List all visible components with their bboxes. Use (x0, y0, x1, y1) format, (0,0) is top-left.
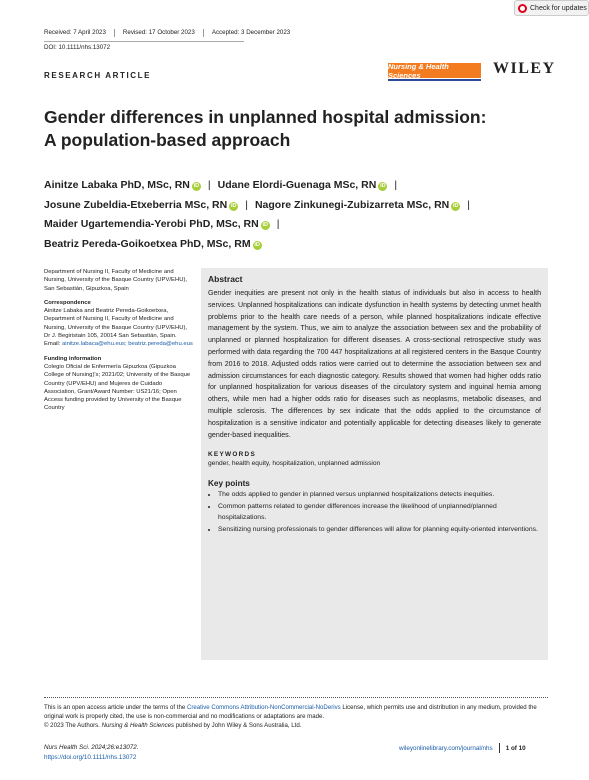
keywords: gender, health equity, hospitalization, unplanned admission (208, 460, 381, 468)
header-rule (44, 41, 244, 42)
list-item: • The odds applied to gender in planned versus unplanned hospitalizations detects inequities. (218, 490, 541, 501)
list-item: • Common patterns related to gender differences increase the likelihood of unplanned/planned hospitalizations. (218, 502, 541, 524)
divider (499, 743, 500, 753)
footer-right (399, 743, 526, 753)
article-dates (44, 29, 290, 37)
check-for-updates-label: Check for updates (530, 4, 587, 12)
doi: DOI: 10.1111/nhs.13072 (44, 44, 111, 51)
journal-logo-bar (388, 79, 481, 81)
journal-logo-text: Nursing & Health Sciences (388, 61, 449, 80)
author-name[interactable]: Josune Zubeldia-Etxeberria MSc, RN (44, 198, 228, 211)
received-date: Received: 7 April 2023 (44, 29, 106, 36)
publisher-logo: WILEY (493, 60, 556, 77)
author-name[interactable]: Ainitze Labaka PhD, MSc, RN (44, 179, 190, 191)
key-points-heading: Key points (208, 479, 250, 489)
author-name[interactable]: Udane Elordi-Guenaga MSc, RN (217, 179, 377, 191)
orcid-icon[interactable]: iD (254, 241, 260, 248)
email-label: Email: (44, 341, 63, 348)
correspondence-text: Ainitze Labaka and Beatriz Pereda-Goikoetxea, Department of Nursing II, Faculty of Medicine and Nursing, University of the Basque Country (UPV/EHU), Dr J. Begiristain 105, 20014 San Sebastián, Spain. (44, 308, 188, 340)
abstract-heading: Abstract (208, 274, 243, 284)
article-type: RESEARCH ARTICLE (44, 71, 152, 80)
license-link[interactable]: Creative Commons Attribution-NonCommercial-NoDerivs (186, 704, 341, 711)
abstract-box (201, 268, 548, 660)
list-item: • Sensitizing nursing professionals to gender differences will allow for planning equity-oriented interventions. (218, 525, 541, 536)
divider (114, 29, 115, 37)
keywords-heading: KEYWORDS (208, 451, 257, 459)
article-info-sidebar (44, 268, 194, 419)
divider: | (276, 218, 280, 230)
footer-divider (44, 697, 548, 698)
orcid-icon[interactable]: iD (193, 183, 200, 189)
accepted-date: Accepted: 3 December 2023 (211, 29, 291, 36)
doi-link[interactable]: https://doi.org/10.1111/nhs.13072 (44, 754, 137, 761)
key-points-list (208, 490, 541, 535)
journal-site-link[interactable]: wileyonlinelibrary.com/journal/nhs (399, 744, 493, 752)
author-name[interactable]: Maider Ugartemendia-Yerobi PhD, MSc, RN (44, 218, 259, 230)
divider: | (245, 198, 248, 211)
affiliation: Department of Nursing II, Faculty of Medicine and Nursing, University of the Basque Country (UPV/EHU), San Sebastián, Gipuzkoa, Spain (44, 269, 188, 292)
article-title (44, 106, 544, 152)
orcid-icon[interactable]: iD (380, 183, 386, 189)
divider (203, 29, 204, 37)
revised-date: Revised: 17 October 2023 (122, 29, 195, 36)
crossmark-icon (518, 4, 527, 13)
correspondence-block (44, 299, 194, 349)
footer-citation (44, 743, 139, 763)
orcid-icon[interactable]: iD (262, 222, 268, 228)
license-text-post: License, which permits use and distribution in any medium, provided the original work is properly cited, the use is non-commercial and no modifications or adaptations are made. (44, 704, 537, 720)
author-list (44, 176, 564, 254)
divider: | (467, 198, 470, 211)
journal-logo (388, 63, 481, 78)
correspondence-heading: Correspondence (44, 299, 91, 306)
email-link[interactable]: ainitze.labaca@ehu.eus; beatriz.pereda@ehu.eus (62, 341, 193, 348)
author-name[interactable]: Nagore Zinkunegi-Zubizarreta MSc, RN (254, 198, 450, 211)
abstract-text: Gender inequities are present not only in the health status of individuals but also in access to health services. Unplanned hospitalizations can indicate dysfunction in health systems by detecting unmet health problems prior to the health care needs of a person, while planned hospitalizations indicate effective management by the system. Thus, we aim to analyze the association between sex and the probability of unplanned or planned hospitalization for different diseases. A cross-sectional retrospective study was performed with data regarding the 700 447 hospitalizations at all registered centers in the Basque Country from 2016 to 2018. Adjusted odds ratios were carried out to determine the association between sex and admission circumstances for each diagnostic category. Results showed that women had higher odds ratio for unplanned hospitalization for various diseases of the circulatory system and inguinal hernia among others, while men had a higher odds ratio for diseases such as neoplasms, metabolic diseases, and multiple sclerosis. The differences by sex indicate that the odds applied to the circumstance of hospitalization is a sensitive indicator and potentially applicable for detecting diseases likely to generate gender-based inequalities. (208, 290, 541, 439)
funding-heading: Funding information (44, 355, 102, 362)
title-line-2: A population-based approach (44, 130, 291, 150)
funding-block (44, 355, 194, 413)
copyright-post: published by John Wiley & Sons Australia, Ltd. (174, 722, 302, 729)
page-number: 1 of 10 (505, 744, 526, 752)
orcid-icon[interactable]: iD (452, 202, 459, 209)
check-for-updates-button[interactable] (514, 0, 589, 16)
author-name[interactable]: Beatriz Pereda-Goikoetxea PhD, MSc, RM (44, 237, 251, 250)
correspondence-email (44, 340, 194, 348)
copyright-pre: © 2023 The Authors. (44, 722, 102, 729)
funding-text: Colegio Oficial de Enfermería Gipuzkoa (Gipuzkoa College of Nursing)'s; 2021/02; University of the Basque Country (UPV/EHU) and Mujeres de Cuidado Association, Grant/Award Number: US21/16; Open Access funding provided by University of the Basque Country (44, 363, 191, 412)
divider: | (207, 179, 211, 191)
license-text-pre: This is an open access article under the terms of the (44, 704, 187, 711)
orcid-icon[interactable]: iD (230, 202, 237, 209)
license-notice (44, 703, 549, 730)
title-line-1: Gender differences in unplanned hospital admission: (44, 107, 487, 127)
copyright-journal: Nursing & Health Sciences (101, 722, 175, 729)
citation-text: Nurs Health Sci. 2024;26:e13072. (44, 744, 139, 751)
divider: | (394, 179, 398, 191)
